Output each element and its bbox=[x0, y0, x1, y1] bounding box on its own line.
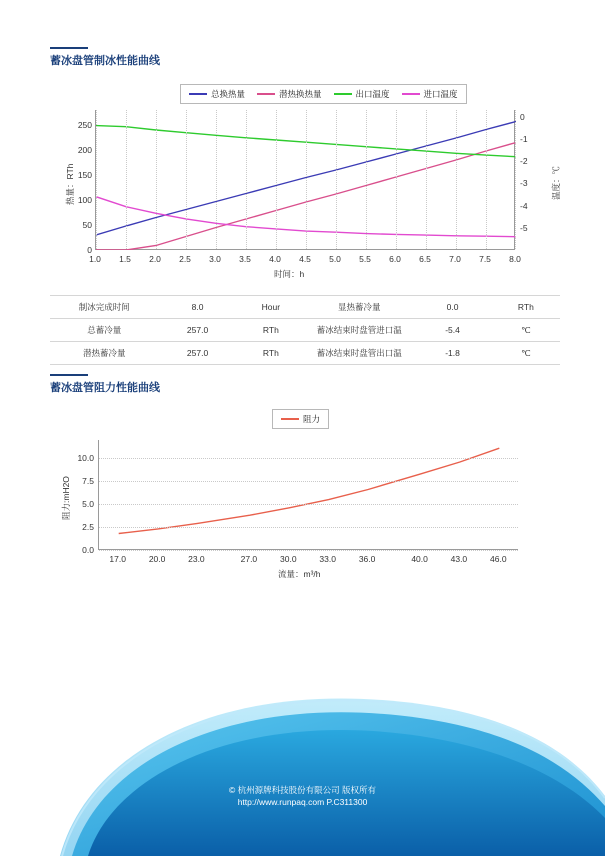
chart1-xtick-8: 5.0 bbox=[329, 254, 341, 264]
legend-swatch-resistance bbox=[281, 418, 299, 420]
chart1-xtick-14: 8.0 bbox=[509, 254, 521, 264]
chart1-ytick-150: 150 bbox=[77, 170, 92, 180]
chart2-xtick-6: 36.0 bbox=[358, 554, 376, 564]
legend-label-outlet-temp: 出口温度 bbox=[355, 89, 390, 99]
cell-value: -5.4 bbox=[413, 319, 491, 342]
chart2-y-axis-title: 阻力:mH2O bbox=[61, 476, 71, 520]
chart1-y2tick-m1: -1 bbox=[520, 133, 528, 144]
chart1-y2tick-m2: -2 bbox=[520, 156, 528, 167]
cell-label: 蓄冰结束时盘管进口温 bbox=[305, 319, 413, 342]
legend-item-resistance bbox=[281, 413, 320, 425]
footer-wave-graphic bbox=[0, 686, 605, 856]
page-footer bbox=[0, 686, 605, 856]
legend-label-resistance: 阻力 bbox=[303, 414, 321, 424]
cell-unit: RTh bbox=[237, 342, 305, 365]
chart1-ytick-50: 50 bbox=[82, 220, 92, 230]
chart2-plot-area bbox=[98, 440, 518, 550]
chart1-xtick-3: 2.5 bbox=[179, 254, 191, 264]
legend-swatch-latent-heat bbox=[257, 93, 275, 95]
title-rule bbox=[50, 47, 88, 49]
chart1-xtick-11: 6.5 bbox=[419, 254, 431, 264]
chart2-ytick-10: 10.0 bbox=[77, 453, 94, 463]
chart2-xtick-9: 46.0 bbox=[490, 554, 507, 564]
chart2-ytick-5: 5.0 bbox=[82, 499, 94, 509]
section-title-resistance-performance bbox=[50, 379, 160, 398]
legend-swatch-inlet-temp bbox=[402, 93, 420, 95]
chart1-y-axis-title: 热量：RTh bbox=[65, 163, 75, 205]
chart2-xtick-8: 43.0 bbox=[450, 554, 468, 564]
resistance-performance-chart bbox=[50, 405, 560, 595]
title-rule bbox=[50, 374, 88, 376]
chart1-legend bbox=[180, 84, 467, 104]
chart2-ytick-0: 0.0 bbox=[82, 545, 94, 555]
legend-swatch-outlet-temp bbox=[334, 93, 352, 95]
legend-label-total-heat: 总换热量 bbox=[211, 89, 246, 99]
cell-unit: Hour bbox=[237, 296, 305, 319]
cell-unit: RTh bbox=[237, 319, 305, 342]
chart2-xtick-4: 30.0 bbox=[280, 554, 297, 564]
legend-label-latent-heat: 潜热换热量 bbox=[279, 89, 322, 99]
cell-label: 总蓄冷量 bbox=[50, 319, 158, 342]
table-row bbox=[50, 342, 560, 365]
chart1-xtick-12: 7.0 bbox=[449, 254, 461, 264]
cell-unit: RTh bbox=[492, 296, 560, 319]
chart2-series-line bbox=[99, 440, 519, 550]
chart1-xtick-10: 6.0 bbox=[389, 254, 401, 264]
legend-item-inlet-temp bbox=[402, 88, 458, 100]
chart2-xtick-3: 27.0 bbox=[240, 554, 258, 564]
footer-line-1: © 杭州源牌科技股份有限公司 版权所有 bbox=[229, 785, 376, 795]
cell-label: 显热蓄冷量 bbox=[305, 296, 413, 319]
chart2-xtick-0: 17.0 bbox=[109, 554, 126, 564]
chart1-xtick-0: 1.0 bbox=[89, 254, 101, 264]
legend-label-inlet-temp: 进口温度 bbox=[423, 89, 458, 99]
chart1-ytick-100: 100 bbox=[77, 195, 92, 205]
chart1-xtick-5: 3.5 bbox=[239, 254, 251, 264]
chart1-xtick-4: 3.0 bbox=[209, 254, 221, 264]
chart2-xtick-5: 33.0 bbox=[319, 554, 336, 564]
chart2-xtick-1: 20.0 bbox=[148, 554, 166, 564]
cell-value: 8.0 bbox=[158, 296, 236, 319]
cell-unit: ℃ bbox=[492, 342, 560, 365]
chart1-xtick-2: 2.0 bbox=[149, 254, 161, 264]
cell-value: 257.0 bbox=[158, 319, 236, 342]
cell-value: -1.8 bbox=[413, 342, 491, 365]
chart1-xtick-6: 4.0 bbox=[269, 254, 281, 264]
table-row bbox=[50, 296, 560, 319]
chart2-x-axis-title: 流量：m³/h bbox=[278, 569, 321, 579]
chart1-y2-axis-title: 温度：℃ bbox=[551, 165, 561, 200]
cell-unit: ℃ bbox=[492, 319, 560, 342]
legend-item-latent-heat bbox=[257, 88, 322, 100]
section-title-text: 蓄冰盘管阻力性能曲线 bbox=[50, 382, 160, 394]
chart1-ytick-250: 250 bbox=[77, 120, 92, 130]
chart2-xtick-2: 23.0 bbox=[188, 554, 205, 564]
chart2-ytick-7_5: 7.5 bbox=[82, 476, 94, 486]
chart2-ytick-2_5: 2.5 bbox=[82, 522, 94, 532]
chart2-legend bbox=[272, 409, 329, 429]
cell-label: 制冰完成时间 bbox=[50, 296, 158, 319]
chart1-xtick-7: 4.5 bbox=[299, 254, 311, 264]
section-title-text: 蓄冰盘管制冰性能曲线 bbox=[50, 55, 160, 67]
legend-item-total-heat bbox=[189, 88, 245, 100]
cell-value: 0.0 bbox=[413, 296, 491, 319]
cell-label: 潜热蓄冷量 bbox=[50, 342, 158, 365]
chart1-xtick-13: 7.5 bbox=[479, 254, 491, 264]
legend-item-outlet-temp bbox=[334, 88, 390, 100]
footer-copyright bbox=[0, 784, 605, 808]
ice-performance-chart bbox=[50, 80, 560, 280]
chart1-plot-area bbox=[95, 110, 515, 250]
cell-label: 蓄冰结束时盘管出口温 bbox=[305, 342, 413, 365]
table-row bbox=[50, 319, 560, 342]
footer-line-2: http://www.runpaq.com P.C311300 bbox=[237, 797, 368, 807]
chart2-xtick-7: 40.0 bbox=[411, 554, 428, 564]
cell-value: 257.0 bbox=[158, 342, 236, 365]
chart1-y2tick-0: 0 bbox=[520, 111, 525, 122]
chart1-ytick-200: 200 bbox=[77, 145, 92, 155]
section-title-ice-performance bbox=[50, 52, 160, 71]
chart1-y2tick-m4: -4 bbox=[520, 200, 528, 211]
chart1-y2tick-m5: -5 bbox=[520, 222, 528, 233]
summary-table bbox=[50, 295, 560, 365]
chart1-x-axis-title: 时间：h bbox=[274, 269, 305, 279]
legend-swatch-total-heat bbox=[189, 93, 207, 95]
chart1-xtick-1: 1.5 bbox=[119, 254, 131, 264]
chart1-xtick-9: 5.5 bbox=[359, 254, 371, 264]
chart1-ytick-0: 0 bbox=[87, 245, 92, 255]
chart1-y2tick-m3: -3 bbox=[520, 178, 528, 189]
